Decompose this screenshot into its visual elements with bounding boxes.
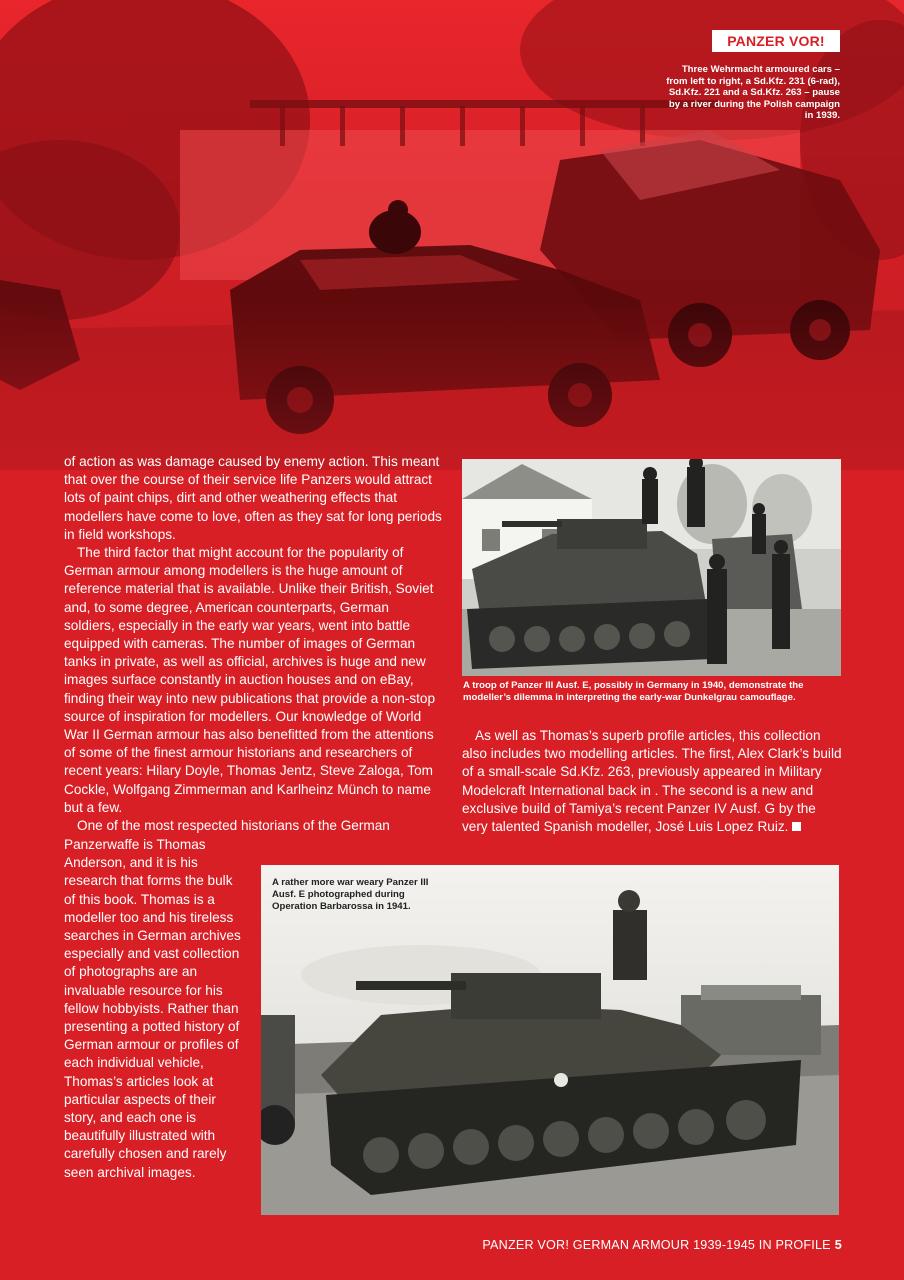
photo1-caption: A troop of Panzer III Ausf. E, possibly in Germany in 1940, demonstrate the modeller’s dilemma in interpreting the early-war Dunkelgrau camouflage. — [463, 680, 804, 703]
hero-caption: Three Wehrmacht armoured cars – from left to right, a Sd.Kfz. 231 (6-rad), Sd.Kfz. 221 and a Sd.Kfz. 263 – pause by a river during the Polish campaign in 1939. — [666, 64, 840, 122]
photo-panzer-iii-barbarossa — [261, 865, 839, 1215]
page-number: 5 — [834, 1238, 842, 1252]
paragraph: Panzerwaffe is Thomas Anderson, and it is his research that forms the bulk of this book. Thomas is a modeller too and his tireless searches in German archives especially and vast collection of photographs are an invaluable resource for his fellow hobbyists. Rather than presenting a potted history of German armour or profiles of each individual vehicle, Thomas’s articles look at particular aspects of their story, and each one is beautifully illustrated with carefully chosen and rarely seen archival images. — [64, 837, 241, 1180]
paragraph: One of the most respected historians of the German — [77, 818, 390, 834]
article-right-column — [462, 727, 842, 836]
running-title: PANZER VOR! GERMAN ARMOUR 1939-1945 IN PROFILE — [482, 1238, 831, 1252]
paragraph — [462, 727, 842, 836]
photo2-caption: A rather more war weary Panzer III Ausf. E photographed during Operation Barbarossa in 1941. — [272, 877, 429, 912]
page-footer — [482, 1238, 842, 1252]
paragraph-text: As well as Thomas’s superb profile articles, this collection also includes two modelling articles. The first, Alex Clark’s build of a small-scale Sd.Kfz. 263, previously appeared in Military Modelcraft International back in . The second is a new and exclusive build of Tamiya’s recent Panzer IV Ausf. G by the very talented Spanish modeller, José Luis Lopez Ruiz. — [462, 728, 842, 835]
photo-panzer-iii-troop — [462, 459, 841, 676]
article-narrow-column — [64, 836, 244, 1182]
article-left-column — [64, 453, 442, 835]
paragraph: of action as was damage caused by enemy action. This meant that over the course of their service life Panzers would attract lots of paint chips, dirt and other weathering effects that modellers have come to love, often as they sat for long periods in field workshops. — [64, 454, 442, 542]
paragraph: The third factor that might account for the popularity of German armour among modellers is the huge amount of reference material that is available. Unlike their British, Soviet and, to some degree, American counterparts, German soldiers, especially in the early war years, went into battle equipped with cameras. The number of images of German tanks in private, as well as official, archives is huge and new images surface constantly in auction houses and on eBay, finding their way into new publications that provide a non-stop source of inspiration for modellers. Our knowledge of World War II German armour has also benefitted from the attentions of some of the finest armour historians and researchers of recent years: Hilary Doyle, Thomas Jentz, Steve Zaloga, Tom Cockle, Wolfgang Zimmerman and Karlheinz Münch to name but a few. — [64, 545, 436, 815]
section-badge: PANZER VOR! — [712, 30, 840, 52]
end-mark-icon — [792, 822, 801, 831]
